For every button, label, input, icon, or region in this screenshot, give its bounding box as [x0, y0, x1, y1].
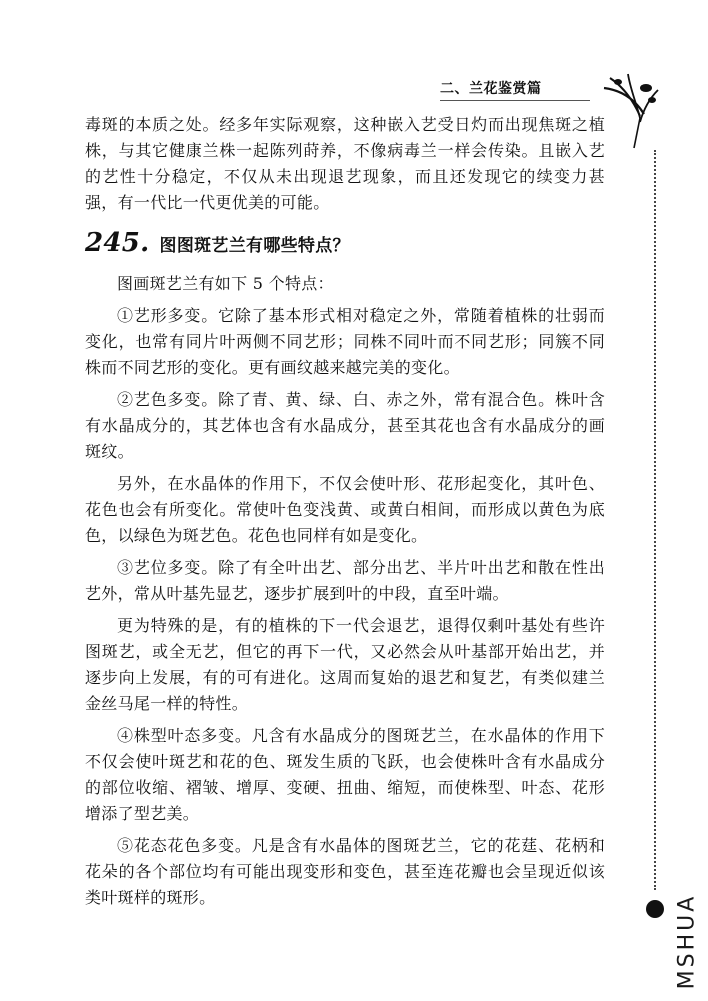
- watermark: [672, 885, 702, 997]
- paragraph: 更为特殊的是，有的植株的下一代会退艺，退得仅剩叶基处有些许图斑艺，或全无艺，但它的再下一代，又必然会从叶基部开始出艺，并逐步向上发展，有的可有进化。这周而复始的退艺和复艺，有类似建兰金丝马尾一样的特性。: [85, 616, 605, 713]
- header-rule: [440, 100, 590, 101]
- margin-dotted-rule: [654, 150, 656, 890]
- paragraph: ⑤花态花色多变。凡是含有水晶体的图斑艺兰，它的花莛、花柄和花朵的各个部位均有可能出现变形和变色，甚至连花瓣也会呈现近似该类叶斑样的斑形。: [85, 836, 605, 907]
- paragraph: ④株型叶态多变。凡含有水晶成分的图斑艺兰，在水晶体的作用下不仅会使叶斑艺和花的色、斑发生质的飞跃，也会使株叶含有水晶成分的部位收缩、褶皱、增厚、变硬、扭曲、缩短，而使株型、叶态、花形增添了型艺美。: [85, 726, 605, 823]
- paragraph: ③艺位多变。除了有全叶出艺、部分出艺、半片叶出艺和散在性出艺外，常从叶基先显艺，逐步扩展到叶的中段，直至叶端。: [85, 558, 605, 603]
- question-number: 245.: [85, 228, 150, 258]
- paragraph: ①艺形多变。它除了基本形式相对稳定之外，常随着植株的壮弱而变化，也常有同片叶两侧不同艺形；同株不同叶而不同艺形；同簇不同株而不同艺形的变化。更有画纹越来越完美的变化。: [85, 306, 605, 377]
- question-heading: [85, 230, 605, 259]
- intro-paragraph: 毒斑的本质之处。经多年实际观察，这种嵌入艺受日灼而出现焦斑之植株，与其它健康兰株一起陈列莳养，不像病毒兰一样会传染。且嵌入艺的艺性十分稳定，不仅从未出现退艺现象，而且还发现它的续变力甚强，有一代比一代更优美的可能。: [85, 115, 605, 212]
- watermark-text: MSHUA: [674, 893, 700, 989]
- orchid-icon: [600, 70, 662, 150]
- running-title: 二、兰花鉴赏篇: [440, 81, 542, 97]
- page-body: [85, 112, 605, 917]
- paragraph: 另外，在水晶体的作用下，不仅会使叶形、花形起变化，其叶色、花色也会有所变化。常使叶色变浅黄、或黄白相间，而形成以黄色为底色，以绿色为斑艺色。花色也同样有如是变化。: [85, 474, 605, 545]
- question-title: 图图斑艺兰有哪些特点？: [159, 236, 350, 256]
- margin-dot: [646, 900, 664, 918]
- paragraph: 图画斑艺兰有如下 5 个特点：: [117, 274, 334, 293]
- paragraph: ②艺色多变。除了青、黄、绿、白、赤之外，常有混合色。株叶含有水晶成分的，其艺体也含有水晶成分，甚至其花也含有水晶成分的画斑纹。: [85, 390, 605, 461]
